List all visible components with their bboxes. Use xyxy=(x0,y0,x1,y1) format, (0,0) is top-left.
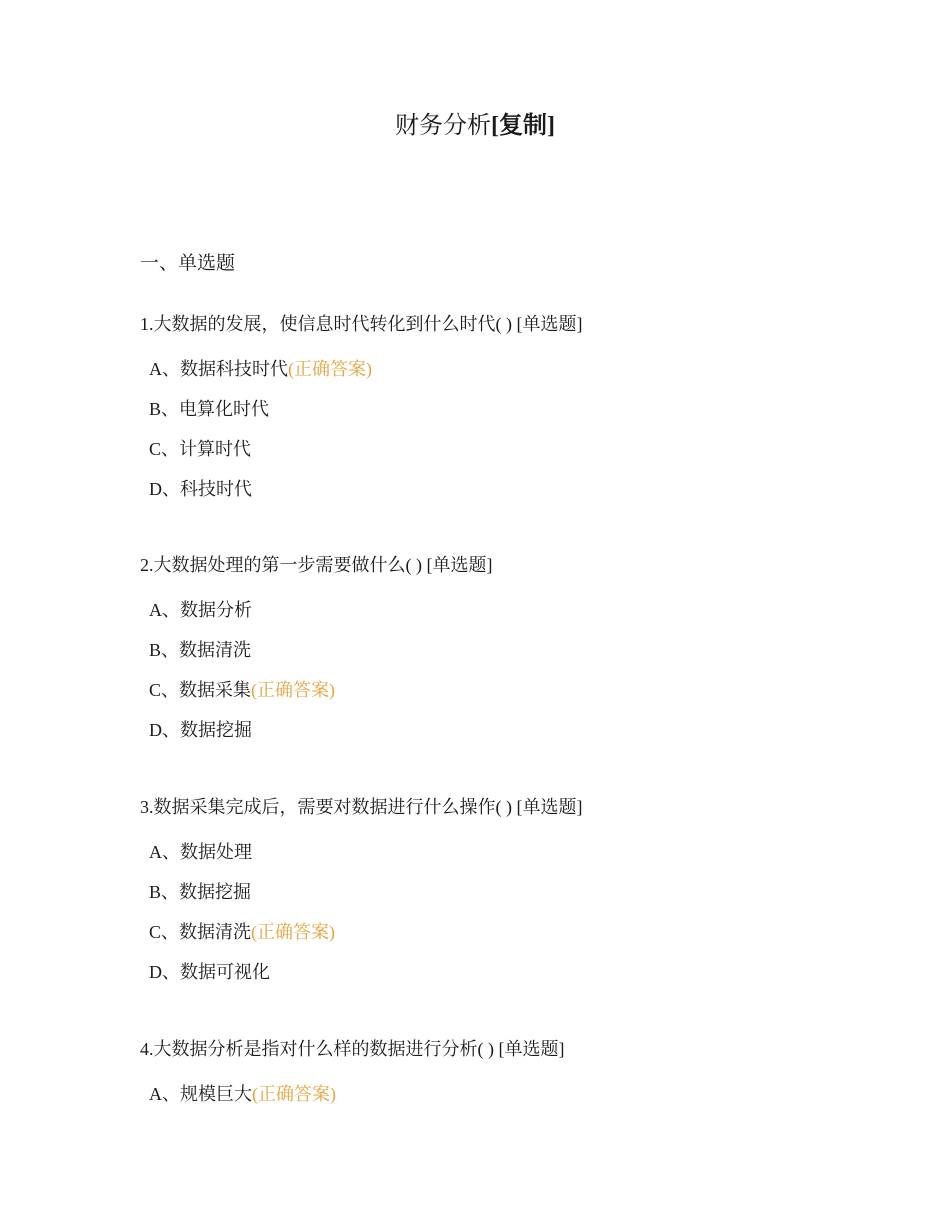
question-1 xyxy=(140,312,840,501)
option-d xyxy=(149,477,840,501)
option-a xyxy=(149,598,840,622)
correct-answer-marker: (正确答案) xyxy=(252,1084,336,1104)
option-label: A、数据科技时代 xyxy=(149,359,288,379)
question-text: 3.数据采集完成后，需要对数据进行什么操作( ) [单选题] xyxy=(140,797,583,817)
option-a xyxy=(149,1082,840,1106)
option-label: A、规模巨大 xyxy=(149,1084,252,1104)
option-b xyxy=(149,638,840,662)
option-label: C、数据清洗 xyxy=(149,922,252,942)
question-3 xyxy=(140,795,840,984)
question-text: 1.大数据的发展，使信息时代转化到什么时代( ) [单选题] xyxy=(140,314,583,334)
option-b xyxy=(149,880,840,904)
option-label: B、数据挖掘 xyxy=(149,882,252,902)
correct-answer-marker: (正确答案) xyxy=(251,680,336,700)
section-heading: 一、单选题 xyxy=(140,253,236,274)
option-a xyxy=(149,840,840,864)
page-title-text: 财务分析 xyxy=(395,113,491,139)
option-list xyxy=(140,598,840,742)
option-label: C、计算时代 xyxy=(149,439,252,459)
option-label: B、数据清洗 xyxy=(149,640,252,660)
option-label: B、电算化时代 xyxy=(149,399,270,419)
option-label: A、数据处理 xyxy=(149,842,252,862)
option-label: D、数据可视化 xyxy=(149,962,270,982)
option-d xyxy=(149,718,840,742)
correct-answer-marker: (正确答案) xyxy=(288,359,372,379)
option-label: D、数据挖掘 xyxy=(149,720,252,740)
option-label: C、数据采集 xyxy=(149,680,252,700)
option-c xyxy=(149,920,840,944)
option-list xyxy=(140,1082,840,1106)
option-a xyxy=(149,357,840,381)
option-label: A、数据分析 xyxy=(149,600,252,620)
option-list xyxy=(140,840,840,984)
page-title xyxy=(0,110,950,142)
correct-answer-marker: (正确答案) xyxy=(251,922,336,942)
question-text: 4.大数据分析是指对什么样的数据进行分析( ) [单选题] xyxy=(140,1039,565,1059)
option-d xyxy=(149,960,840,984)
question-4 xyxy=(140,1037,840,1106)
option-label: D、科技时代 xyxy=(149,479,252,499)
page-title-copy-tag: [复制] xyxy=(491,113,555,139)
question-text: 2.大数据处理的第一步需要做什么( ) [单选题] xyxy=(140,555,493,575)
question-2 xyxy=(140,553,840,742)
option-c xyxy=(149,437,840,461)
option-list xyxy=(140,357,840,501)
option-b xyxy=(149,397,840,421)
option-c xyxy=(149,678,840,702)
